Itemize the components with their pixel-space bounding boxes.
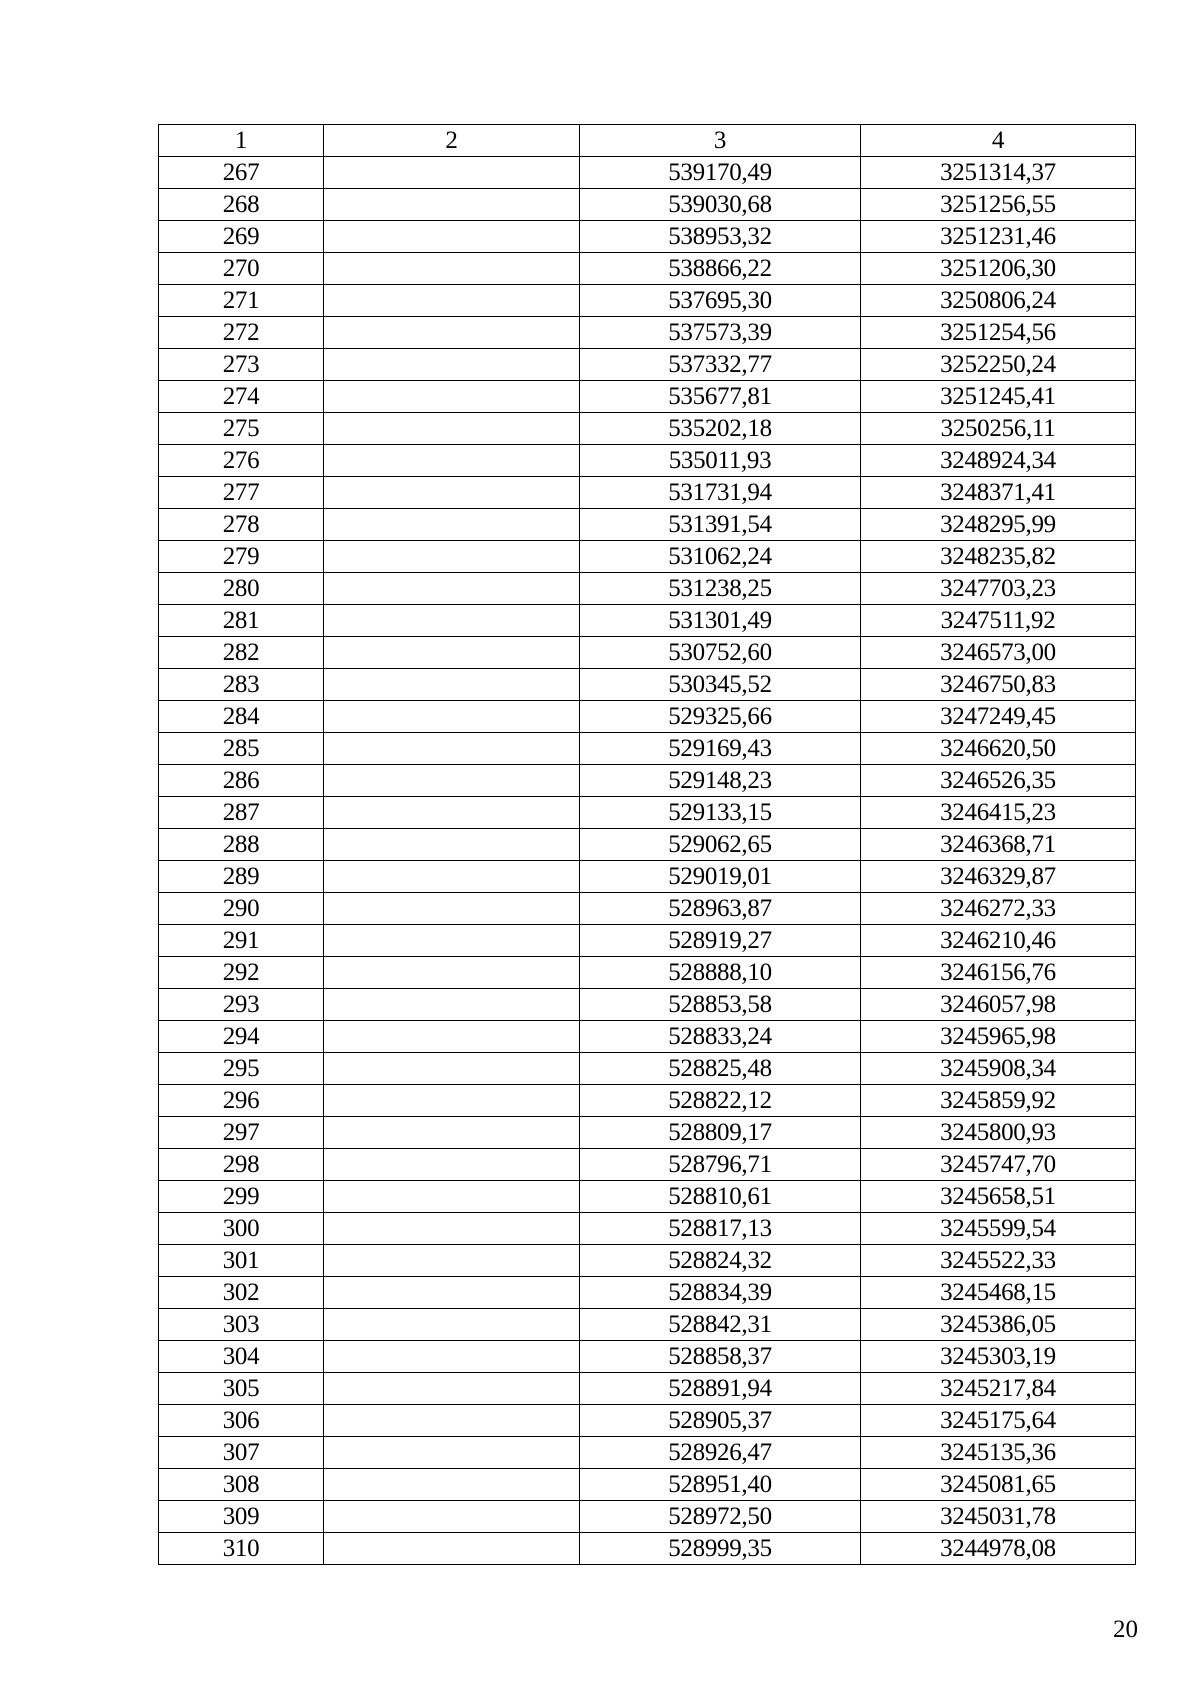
table-cell-col-3: 528817,13 bbox=[580, 1213, 861, 1245]
table-cell-col-2 bbox=[324, 957, 580, 989]
column-header-4: 4 bbox=[861, 125, 1136, 157]
table-cell-col-2 bbox=[324, 605, 580, 637]
table-cell-col-1: 275 bbox=[159, 413, 324, 445]
table-cell-col-4: 3245217,84 bbox=[861, 1373, 1136, 1405]
table-cell-col-1: 281 bbox=[159, 605, 324, 637]
table-cell-col-2 bbox=[324, 157, 580, 189]
table-cell-col-1: 294 bbox=[159, 1021, 324, 1053]
table-cell-col-1: 269 bbox=[159, 221, 324, 253]
table-row bbox=[159, 573, 1136, 605]
table-row bbox=[159, 1405, 1136, 1437]
table-cell-col-3: 528810,61 bbox=[580, 1181, 861, 1213]
table-cell-col-3: 529019,01 bbox=[580, 861, 861, 893]
table-cell-col-1: 277 bbox=[159, 477, 324, 509]
table-cell-col-4: 3251245,41 bbox=[861, 381, 1136, 413]
table-cell-col-3: 529169,43 bbox=[580, 733, 861, 765]
table-cell-col-1: 301 bbox=[159, 1245, 324, 1277]
table-row bbox=[159, 1309, 1136, 1341]
table-cell-col-1: 274 bbox=[159, 381, 324, 413]
coordinates-table bbox=[158, 124, 1136, 1565]
table-cell-col-3: 528963,87 bbox=[580, 893, 861, 925]
table-row bbox=[159, 733, 1136, 765]
table-cell-col-2 bbox=[324, 349, 580, 381]
table-cell-col-1: 292 bbox=[159, 957, 324, 989]
table-cell-col-4: 3245658,51 bbox=[861, 1181, 1136, 1213]
table-row bbox=[159, 605, 1136, 637]
table-cell-col-1: 297 bbox=[159, 1117, 324, 1149]
table-cell-col-4: 3246368,71 bbox=[861, 829, 1136, 861]
table-cell-col-2 bbox=[324, 413, 580, 445]
table-cell-col-2 bbox=[324, 1341, 580, 1373]
table-cell-col-1: 308 bbox=[159, 1469, 324, 1501]
table-cell-col-4: 3251314,37 bbox=[861, 157, 1136, 189]
table-row bbox=[159, 1085, 1136, 1117]
column-header-1: 1 bbox=[159, 125, 324, 157]
table-row bbox=[159, 957, 1136, 989]
table-cell-col-1: 279 bbox=[159, 541, 324, 573]
table-cell-col-2 bbox=[324, 861, 580, 893]
table-cell-col-1: 268 bbox=[159, 189, 324, 221]
table-cell-col-2 bbox=[324, 253, 580, 285]
table-row bbox=[159, 381, 1136, 413]
table-cell-col-4: 3248235,82 bbox=[861, 541, 1136, 573]
table-row bbox=[159, 1021, 1136, 1053]
table-cell-col-1: 307 bbox=[159, 1437, 324, 1469]
table-cell-col-1: 289 bbox=[159, 861, 324, 893]
table-cell-col-3: 528891,94 bbox=[580, 1373, 861, 1405]
table-cell-col-4: 3245859,92 bbox=[861, 1085, 1136, 1117]
table-cell-col-2 bbox=[324, 765, 580, 797]
table-cell-col-2 bbox=[324, 1181, 580, 1213]
table-row bbox=[159, 1469, 1136, 1501]
table-cell-col-3: 528809,17 bbox=[580, 1117, 861, 1149]
page-number: 20 bbox=[1113, 1616, 1138, 1643]
table-cell-col-2 bbox=[324, 1085, 580, 1117]
table-row bbox=[159, 1341, 1136, 1373]
table-cell-col-4: 3246210,46 bbox=[861, 925, 1136, 957]
table-cell-col-4: 3245468,15 bbox=[861, 1277, 1136, 1309]
table-cell-col-4: 3244978,08 bbox=[861, 1533, 1136, 1565]
table-cell-col-3: 530752,60 bbox=[580, 637, 861, 669]
table-cell-col-2 bbox=[324, 1277, 580, 1309]
table-row bbox=[159, 669, 1136, 701]
table-cell-col-4: 3251256,55 bbox=[861, 189, 1136, 221]
table-cell-col-3: 528853,58 bbox=[580, 989, 861, 1021]
table-cell-col-3: 528888,10 bbox=[580, 957, 861, 989]
table-row bbox=[159, 701, 1136, 733]
table-cell-col-2 bbox=[324, 637, 580, 669]
table-cell-col-3: 537332,77 bbox=[580, 349, 861, 381]
table-row bbox=[159, 861, 1136, 893]
table-body bbox=[159, 157, 1136, 1565]
table-row bbox=[159, 1053, 1136, 1085]
table-cell-col-4: 3252250,24 bbox=[861, 349, 1136, 381]
table-cell-col-4: 3245522,33 bbox=[861, 1245, 1136, 1277]
table-cell-col-2 bbox=[324, 573, 580, 605]
table-cell-col-2 bbox=[324, 285, 580, 317]
table-cell-col-4: 3245135,36 bbox=[861, 1437, 1136, 1469]
table-cell-col-4: 3245303,19 bbox=[861, 1341, 1136, 1373]
table-cell-col-1: 309 bbox=[159, 1501, 324, 1533]
table-row bbox=[159, 637, 1136, 669]
table-cell-col-4: 3245800,93 bbox=[861, 1117, 1136, 1149]
table-cell-col-2 bbox=[324, 1373, 580, 1405]
table-cell-col-3: 528926,47 bbox=[580, 1437, 861, 1469]
table-cell-col-2 bbox=[324, 381, 580, 413]
table-cell-col-2 bbox=[324, 1245, 580, 1277]
table-cell-col-3: 529062,65 bbox=[580, 829, 861, 861]
table-cell-col-4: 3245599,54 bbox=[861, 1213, 1136, 1245]
table-cell-col-2 bbox=[324, 893, 580, 925]
table-cell-col-3: 528822,12 bbox=[580, 1085, 861, 1117]
table-cell-col-1: 272 bbox=[159, 317, 324, 349]
table-cell-col-1: 285 bbox=[159, 733, 324, 765]
table-cell-col-3: 538866,22 bbox=[580, 253, 861, 285]
table-cell-col-1: 299 bbox=[159, 1181, 324, 1213]
table-row bbox=[159, 1245, 1136, 1277]
table-cell-col-2 bbox=[324, 1501, 580, 1533]
table-cell-col-2 bbox=[324, 1533, 580, 1565]
table-cell-col-4: 3247703,23 bbox=[861, 573, 1136, 605]
table-cell-col-3: 528972,50 bbox=[580, 1501, 861, 1533]
table-cell-col-3: 528842,31 bbox=[580, 1309, 861, 1341]
table-row bbox=[159, 317, 1136, 349]
table-cell-col-2 bbox=[324, 701, 580, 733]
table-cell-col-1: 271 bbox=[159, 285, 324, 317]
table-cell-col-3: 529133,15 bbox=[580, 797, 861, 829]
table-cell-col-3: 530345,52 bbox=[580, 669, 861, 701]
table-cell-col-3: 538953,32 bbox=[580, 221, 861, 253]
table-cell-col-2 bbox=[324, 1053, 580, 1085]
table-row bbox=[159, 1277, 1136, 1309]
table-cell-col-2 bbox=[324, 829, 580, 861]
table-cell-col-2 bbox=[324, 445, 580, 477]
table-cell-col-3: 539030,68 bbox=[580, 189, 861, 221]
table-row bbox=[159, 285, 1136, 317]
table-cell-col-2 bbox=[324, 1437, 580, 1469]
table-row bbox=[159, 925, 1136, 957]
table-cell-col-4: 3246329,87 bbox=[861, 861, 1136, 893]
table-row bbox=[159, 157, 1136, 189]
table-cell-col-4: 3245081,65 bbox=[861, 1469, 1136, 1501]
table-cell-col-3: 535011,93 bbox=[580, 445, 861, 477]
table-row bbox=[159, 989, 1136, 1021]
table-cell-col-1: 282 bbox=[159, 637, 324, 669]
table-cell-col-3: 528824,32 bbox=[580, 1245, 861, 1277]
table-cell-col-2 bbox=[324, 989, 580, 1021]
table-row bbox=[159, 1149, 1136, 1181]
table-row bbox=[159, 541, 1136, 573]
table-cell-col-4: 3251206,30 bbox=[861, 253, 1136, 285]
table-row bbox=[159, 1117, 1136, 1149]
table-cell-col-3: 537695,30 bbox=[580, 285, 861, 317]
table-cell-col-2 bbox=[324, 797, 580, 829]
table-cell-col-1: 302 bbox=[159, 1277, 324, 1309]
table-cell-col-3: 531301,49 bbox=[580, 605, 861, 637]
table-cell-col-1: 300 bbox=[159, 1213, 324, 1245]
table-cell-col-3: 528825,48 bbox=[580, 1053, 861, 1085]
table-cell-col-2 bbox=[324, 925, 580, 957]
table-cell-col-1: 303 bbox=[159, 1309, 324, 1341]
table-cell-col-4: 3245908,34 bbox=[861, 1053, 1136, 1085]
table-row bbox=[159, 893, 1136, 925]
table-row bbox=[159, 1533, 1136, 1565]
table-cell-col-1: 306 bbox=[159, 1405, 324, 1437]
table-cell-col-1: 267 bbox=[159, 157, 324, 189]
table-cell-col-1: 287 bbox=[159, 797, 324, 829]
table-cell-col-3: 531238,25 bbox=[580, 573, 861, 605]
table-row bbox=[159, 445, 1136, 477]
table-cell-col-1: 284 bbox=[159, 701, 324, 733]
table-cell-col-1: 298 bbox=[159, 1149, 324, 1181]
table-cell-col-3: 528999,35 bbox=[580, 1533, 861, 1565]
table-cell-col-1: 276 bbox=[159, 445, 324, 477]
column-header-2: 2 bbox=[324, 125, 580, 157]
table-cell-col-3: 528796,71 bbox=[580, 1149, 861, 1181]
table-cell-col-2 bbox=[324, 477, 580, 509]
table-cell-col-4: 3246526,35 bbox=[861, 765, 1136, 797]
table-cell-col-2 bbox=[324, 221, 580, 253]
column-header-3: 3 bbox=[580, 125, 861, 157]
table-cell-col-3: 528858,37 bbox=[580, 1341, 861, 1373]
table-cell-col-4: 3251231,46 bbox=[861, 221, 1136, 253]
table-cell-col-4: 3246156,76 bbox=[861, 957, 1136, 989]
table-cell-col-2 bbox=[324, 733, 580, 765]
table-cell-col-1: 288 bbox=[159, 829, 324, 861]
table-cell-col-1: 278 bbox=[159, 509, 324, 541]
table-cell-col-2 bbox=[324, 189, 580, 221]
table-cell-col-2 bbox=[324, 1117, 580, 1149]
table-row bbox=[159, 1501, 1136, 1533]
table-cell-col-1: 280 bbox=[159, 573, 324, 605]
table-cell-col-2 bbox=[324, 317, 580, 349]
table-row bbox=[159, 797, 1136, 829]
table-cell-col-1: 283 bbox=[159, 669, 324, 701]
table-row bbox=[159, 221, 1136, 253]
table-cell-col-4: 3250806,24 bbox=[861, 285, 1136, 317]
table-cell-col-3: 535202,18 bbox=[580, 413, 861, 445]
table-cell-col-2 bbox=[324, 1149, 580, 1181]
table-row bbox=[159, 477, 1136, 509]
table-row bbox=[159, 1373, 1136, 1405]
table-cell-col-2 bbox=[324, 1309, 580, 1341]
table-cell-col-3: 528833,24 bbox=[580, 1021, 861, 1053]
table-cell-col-2 bbox=[324, 1213, 580, 1245]
table-cell-col-1: 295 bbox=[159, 1053, 324, 1085]
table-cell-col-1: 270 bbox=[159, 253, 324, 285]
table-cell-col-4: 3245747,70 bbox=[861, 1149, 1136, 1181]
table-row bbox=[159, 413, 1136, 445]
table-cell-col-3: 531391,54 bbox=[580, 509, 861, 541]
table-cell-col-3: 531731,94 bbox=[580, 477, 861, 509]
table-cell-col-1: 293 bbox=[159, 989, 324, 1021]
table-cell-col-4: 3245031,78 bbox=[861, 1501, 1136, 1533]
table-cell-col-2 bbox=[324, 509, 580, 541]
table-cell-col-4: 3245175,64 bbox=[861, 1405, 1136, 1437]
table-cell-col-3: 528834,39 bbox=[580, 1277, 861, 1309]
table-cell-col-4: 3246620,50 bbox=[861, 733, 1136, 765]
header-row bbox=[159, 125, 1136, 157]
table-row bbox=[159, 1181, 1136, 1213]
table-cell-col-4: 3246573,00 bbox=[861, 637, 1136, 669]
table-cell-col-3: 531062,24 bbox=[580, 541, 861, 573]
table-cell-col-2 bbox=[324, 1469, 580, 1501]
table-cell-col-3: 537573,39 bbox=[580, 317, 861, 349]
table-cell-col-3: 539170,49 bbox=[580, 157, 861, 189]
table-cell-col-1: 290 bbox=[159, 893, 324, 925]
table-cell-col-3: 528905,37 bbox=[580, 1405, 861, 1437]
table-cell-col-1: 296 bbox=[159, 1085, 324, 1117]
table-cell-col-3: 535677,81 bbox=[580, 381, 861, 413]
table-cell-col-4: 3248371,41 bbox=[861, 477, 1136, 509]
table-row bbox=[159, 1213, 1136, 1245]
table-cell-col-4: 3251254,56 bbox=[861, 317, 1136, 349]
table-cell-col-4: 3246272,33 bbox=[861, 893, 1136, 925]
table-cell-col-4: 3250256,11 bbox=[861, 413, 1136, 445]
table-row bbox=[159, 829, 1136, 861]
table-cell-col-1: 286 bbox=[159, 765, 324, 797]
table-row bbox=[159, 189, 1136, 221]
table-cell-col-1: 304 bbox=[159, 1341, 324, 1373]
table-row bbox=[159, 765, 1136, 797]
table-cell-col-1: 291 bbox=[159, 925, 324, 957]
table-row bbox=[159, 1437, 1136, 1469]
table-cell-col-3: 529148,23 bbox=[580, 765, 861, 797]
table-cell-col-2 bbox=[324, 1021, 580, 1053]
table-cell-col-4: 3248295,99 bbox=[861, 509, 1136, 541]
table-cell-col-4: 3245965,98 bbox=[861, 1021, 1136, 1053]
table-cell-col-4: 3246415,23 bbox=[861, 797, 1136, 829]
table-cell-col-3: 528919,27 bbox=[580, 925, 861, 957]
table-row bbox=[159, 349, 1136, 381]
table-cell-col-4: 3247511,92 bbox=[861, 605, 1136, 637]
table-cell-col-1: 305 bbox=[159, 1373, 324, 1405]
table-cell-col-2 bbox=[324, 669, 580, 701]
table-row bbox=[159, 509, 1136, 541]
table-row bbox=[159, 253, 1136, 285]
table-cell-col-3: 528951,40 bbox=[580, 1469, 861, 1501]
table-cell-col-4: 3246750,83 bbox=[861, 669, 1136, 701]
table-cell-col-4: 3245386,05 bbox=[861, 1309, 1136, 1341]
table-cell-col-2 bbox=[324, 541, 580, 573]
table-cell-col-1: 273 bbox=[159, 349, 324, 381]
table-cell-col-4: 3248924,34 bbox=[861, 445, 1136, 477]
table-cell-col-3: 529325,66 bbox=[580, 701, 861, 733]
table-cell-col-4: 3247249,45 bbox=[861, 701, 1136, 733]
table-cell-col-1: 310 bbox=[159, 1533, 324, 1565]
table-cell-col-2 bbox=[324, 1405, 580, 1437]
table-cell-col-4: 3246057,98 bbox=[861, 989, 1136, 1021]
